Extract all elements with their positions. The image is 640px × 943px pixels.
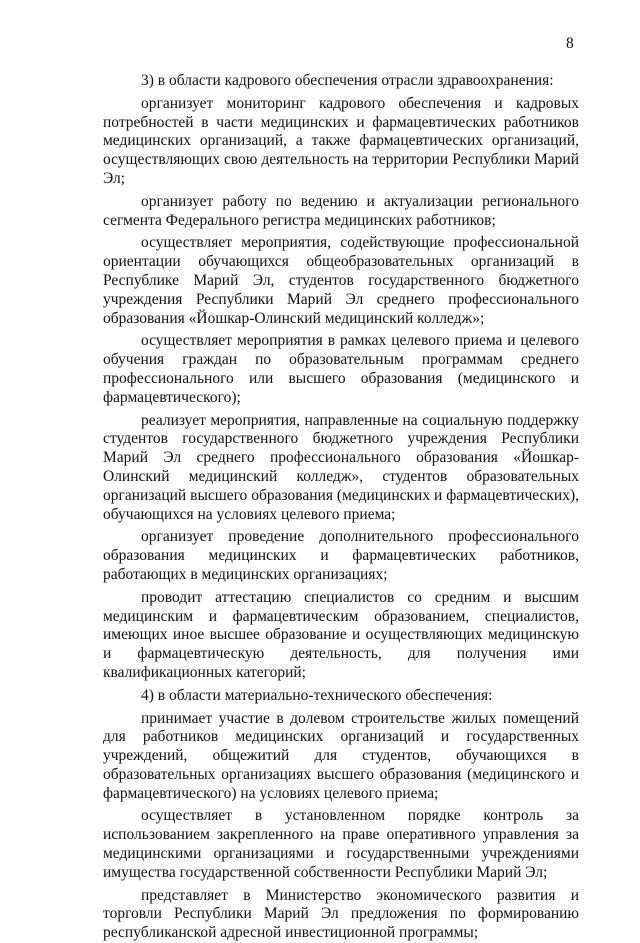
paragraph-targeted-admission: осуществляет мероприятия в рамках целевого приема и целевого обучения граждан по образовательным программам среднего профессионального или высшего образования (медицинского и фармацевтического); [103, 332, 579, 406]
page-number: 8 [566, 35, 574, 52]
paragraph-section-4-heading: 4) в области материально-технического обеспечения: [141, 686, 493, 704]
paragraph-certification: проводит аттестацию специалистов со средним и высшим медицинским и фармацевтическим образованием, специалистов, имеющих иное высшее образование и осуществляющих медицинскую и фармацевтическую деятельность, для получения ими квалификационных категорий; [103, 588, 579, 681]
paragraph-investment-program: представляет в Министерство экономического развития и торговли Республики Марий Эл предложения по формированию республиканской адресной инвестиционной программы; [103, 886, 579, 942]
paragraph-additional-education: организует проведение дополнительного профессионального образования медицинских и фармацевтических работников, работающих в медицинских организациях; [103, 528, 579, 583]
paragraph-staff-monitoring: организует мониторинг кадрового обеспечения и кадровых потребностей в части медицинских и фармацевтических работников медицинских организаций, а также фармацевтических организаций, осуществляющих свою деятельность на территории Республики Марий Эл; [103, 94, 579, 187]
document-body [103, 72, 579, 943]
paragraph-section-3-heading: 3) в области кадрового обеспечения отрасли здравоохранения: [141, 72, 554, 89]
paragraph-student-support: реализует мероприятия, направленные на социальную поддержку студентов государственного бюджетного учреждения Республики Марий Эл среднего профессионального образования «Йошкар-Олинский медицинский колледж», студентов образовательных организаций высшего образования (медицинских и фармацевтических), обучающихся на условиях целевого приема; [103, 411, 579, 523]
paragraph-register-maintenance: организует работу по ведению и актуализации регионального сегмента Федерального регистра медицинских работников; [103, 192, 579, 229]
paragraph-career-guidance: осуществляет мероприятия, содействующие профессиональной ориентации обучающихся общеобразовательных организаций в Республике Марий Эл, студентов государственного бюджетного учреждения Республики Марий Эл среднего профессионального образования «Йошкар-Олинский медицинский колледж»; [103, 234, 579, 327]
paragraph-property-control: осуществляет в установленном порядке контроль за использованием закрепленного на праве оперативного управления за медицинскими организациями и государственными учреждениями имущества государственной собственности Республики Марий Эл; [103, 807, 579, 881]
paragraph-housing-construction: принимает участие в долевом строительстве жилых помещений для работников медицинских организаций и государственных учреждений, общежитий для студентов, обучающихся в образовательных организациях высшего образования (медицинского и фармацевтического) на условиях целевого приема; [103, 709, 579, 802]
